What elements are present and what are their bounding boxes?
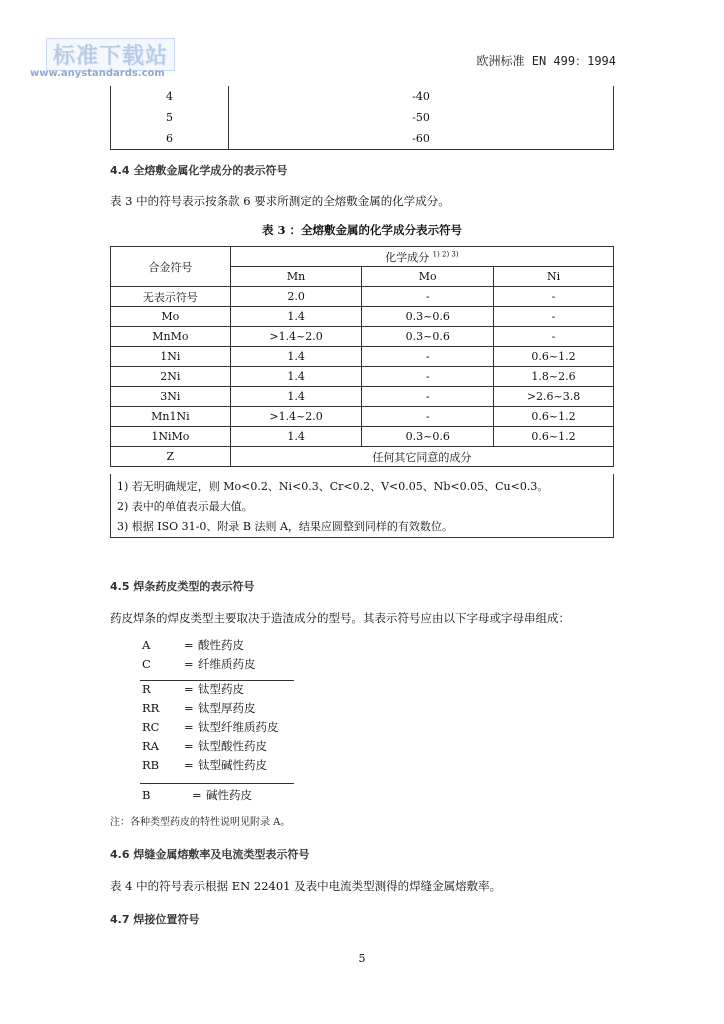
- cell-ni: 0.6~1.2: [494, 407, 614, 427]
- table-3: [110, 246, 614, 467]
- table-row: [111, 387, 614, 407]
- cell-any-agreed-composition: 任何其它同意的成分: [230, 447, 613, 467]
- coating-desc: 酸性药皮: [198, 638, 244, 652]
- cell-symbol: 1Ni: [111, 347, 231, 367]
- cell-symbol: MnMo: [111, 327, 231, 347]
- section-heading-4-6: 4.6 焊缝金属熔敷率及电流类型表示符号: [110, 848, 310, 861]
- cell: -50: [229, 107, 614, 128]
- cell-mo: -: [362, 347, 494, 367]
- watermark-url: www.anystandards.com: [30, 68, 165, 79]
- coating-code: RB: [142, 758, 160, 772]
- equals-sign: =: [184, 701, 194, 715]
- header-ni: Ni: [494, 267, 614, 287]
- continued-table: [110, 86, 614, 150]
- table-3-caption: 表 3 ：全熔敷金属的化学成分表示符号: [261, 223, 462, 237]
- cell-mn: 1.4: [230, 427, 362, 447]
- cell-ni: 1.8~2.6: [494, 367, 614, 387]
- coating-code: RA: [142, 739, 159, 753]
- list-item: [142, 786, 252, 805]
- watermark-logo: [30, 38, 180, 84]
- equals-sign: =: [184, 739, 194, 753]
- cell: 6: [111, 128, 229, 150]
- cell-symbol: Mo: [111, 307, 231, 327]
- cell-symbol: 1NiMo: [111, 427, 231, 447]
- list-item: [142, 655, 256, 674]
- page-number: 5: [358, 952, 366, 965]
- section-heading-4-4: 4.4 全熔敷金属化学成分的表示符号: [110, 164, 288, 177]
- cell-ni: 0.6~1.2: [494, 427, 614, 447]
- table-row: [111, 107, 614, 128]
- cell-ni: >2.6~3.8: [494, 387, 614, 407]
- list-item: [142, 636, 256, 655]
- cell-symbol: 2Ni: [111, 367, 231, 387]
- section-heading-4-5: 4.5 焊条药皮类型的表示符号: [110, 580, 255, 593]
- cell-symbol: Mn1Ni: [111, 407, 231, 427]
- table-row: [111, 128, 614, 150]
- equals-sign: =: [184, 758, 194, 772]
- equals-sign: =: [184, 638, 194, 652]
- cell-mo: -: [362, 387, 494, 407]
- cell-mn: 1.4: [230, 347, 362, 367]
- cell: -40: [229, 86, 614, 107]
- table-row: [111, 327, 614, 347]
- coating-desc: 钛型药皮: [198, 682, 244, 696]
- header-mo: Mo: [362, 267, 494, 287]
- equals-sign: =: [184, 720, 194, 734]
- coating-code: A: [142, 638, 151, 652]
- coating-group-1: [142, 636, 256, 674]
- table-row: [111, 307, 614, 327]
- table-row: [111, 347, 614, 367]
- cell-ni: -: [494, 307, 614, 327]
- table-header-row: [111, 247, 614, 267]
- cell-mn: >1.4~2.0: [230, 327, 362, 347]
- coating-code: R: [142, 682, 151, 696]
- cell: 5: [111, 107, 229, 128]
- header-mn: Mn: [230, 267, 362, 287]
- coating-code: RR: [142, 701, 160, 715]
- cell: -60: [229, 128, 614, 150]
- section-heading-4-7: 4.7 焊接位置符号: [110, 913, 200, 926]
- table-row: [111, 287, 614, 307]
- list-item: [142, 680, 279, 699]
- cell-mn: 1.4: [230, 307, 362, 327]
- list-item: [142, 737, 279, 756]
- table-row-z: [111, 447, 614, 467]
- equals-sign: =: [184, 657, 194, 671]
- footnote-2: 2) 表中的单值表示最大值。: [117, 500, 253, 513]
- coating-group-2: [142, 680, 279, 775]
- cell-mn: >1.4~2.0: [230, 407, 362, 427]
- cell-symbol: Z: [111, 447, 231, 467]
- cell-mo: -: [362, 287, 494, 307]
- coating-desc: 钛型厚药皮: [198, 701, 256, 715]
- paragraph-4-4: 表 3 中的符号表示按条款 6 要求所测定的全熔敷金属的化学成分。: [110, 194, 450, 208]
- cell-mn: 1.4: [230, 367, 362, 387]
- paragraph-4-6: 表 4 中的符号表示根据 EN 22401 及表中电流类型测得的焊缝金属熔敷率。: [110, 879, 502, 893]
- coating-desc: 钛型酸性药皮: [198, 739, 267, 753]
- header-chem-composition: [230, 247, 613, 267]
- coating-desc: 钛型纤维质药皮: [198, 720, 279, 734]
- coating-group-3: [142, 786, 252, 805]
- coating-note: 注：各种类型药皮的特性说明见附录 A。: [110, 817, 291, 828]
- table-row: [111, 86, 614, 107]
- table-row: [111, 367, 614, 387]
- equals-sign: =: [184, 682, 194, 696]
- header-chem-footnote-refs: 1) 2) 3): [432, 249, 459, 258]
- cell-ni: -: [494, 327, 614, 347]
- standard-header: 欧洲标准 EN 499：1994: [476, 54, 616, 68]
- list-item: [142, 699, 279, 718]
- cell-mo: 0.3~0.6: [362, 307, 494, 327]
- coating-code: RC: [142, 720, 160, 734]
- cell-ni: 0.6~1.2: [494, 347, 614, 367]
- table-row: [111, 407, 614, 427]
- cell-mn: 1.4: [230, 387, 362, 407]
- watermark-title: 标准下载站: [46, 38, 175, 71]
- list-item: [142, 718, 279, 737]
- cell-mo: -: [362, 367, 494, 387]
- list-item: [142, 756, 279, 775]
- cell-mo: 0.3~0.6: [362, 427, 494, 447]
- paragraph-4-5: 药皮焊条的焊皮类型主要取决于造渣成分的型号。其表示符号应由以下字母或字母串组成：: [110, 611, 570, 625]
- footnote-1: 1) 若无明确规定，则 Mo<0.2、Ni<0.3、Cr<0.2、V<0.05、Nb<0.05、Cu<0.3。: [117, 480, 549, 493]
- cell-mo: 0.3~0.6: [362, 327, 494, 347]
- divider: [140, 783, 294, 784]
- cell-mn: 2.0: [230, 287, 362, 307]
- header-chem-label: 化学成分: [385, 250, 430, 264]
- coating-desc: 碱性药皮: [206, 788, 252, 802]
- cell-symbol: 无表示符号: [111, 287, 231, 307]
- coating-code: B: [142, 788, 151, 802]
- table-3-notes: [110, 474, 614, 538]
- equals-sign: =: [192, 788, 202, 802]
- header-alloy-symbol: 合金符号: [111, 247, 231, 287]
- table-row: [111, 427, 614, 447]
- cell: 4: [111, 86, 229, 107]
- cell-symbol: 3Ni: [111, 387, 231, 407]
- footnote-3: 3) 根据 ISO 31-0、附录 B 法则 A，结果应圆整到同样的有效数位。: [117, 520, 453, 533]
- cell-mo: -: [362, 407, 494, 427]
- coating-desc: 纤维质药皮: [198, 657, 256, 671]
- cell-ni: -: [494, 287, 614, 307]
- coating-desc: 钛型碱性药皮: [198, 758, 267, 772]
- coating-code: C: [142, 657, 151, 671]
